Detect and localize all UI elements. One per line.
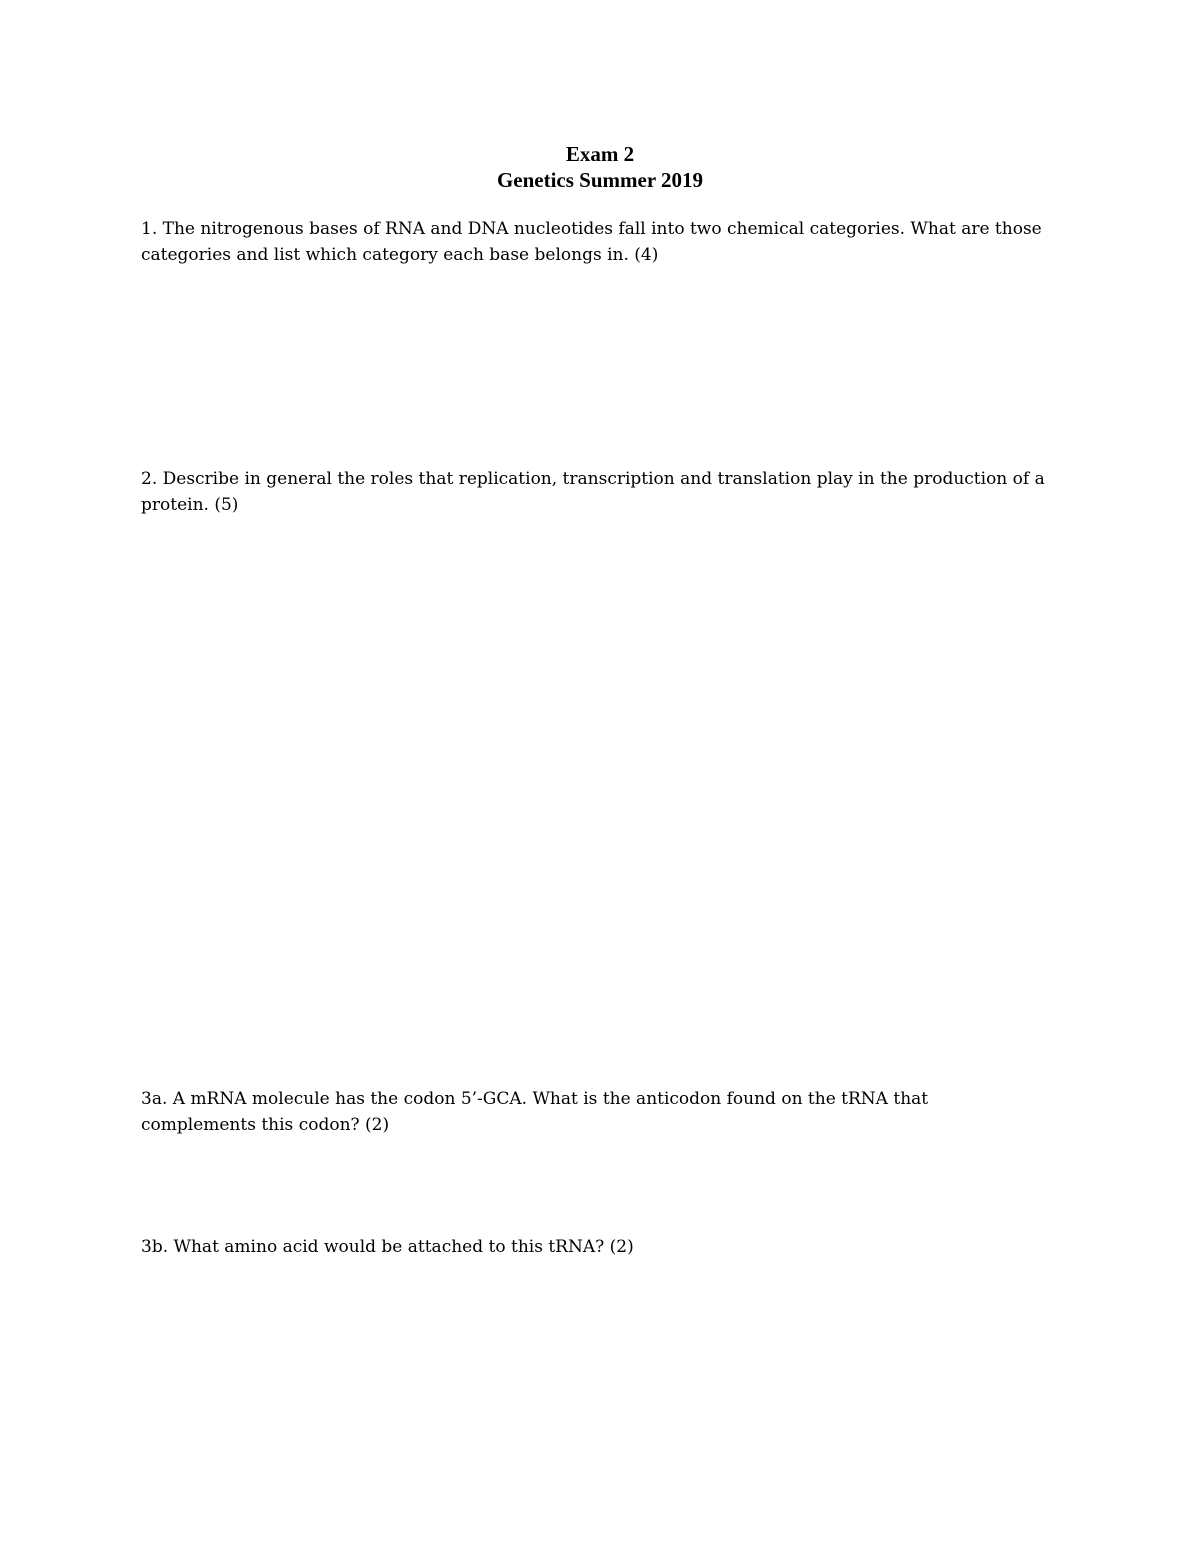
question-1-line-2: categories and list which category each base belongs in. (4) — [141, 245, 659, 265]
question-3b-line-1: 3b. What amino acid would be attached to this tRNA? (2) — [141, 1237, 634, 1257]
question-3b — [141, 1234, 1071, 1260]
question-3a-line-1: 3a. A mRNA molecule has the codon 5’-GCA. What is the anticodon found on the tRNA that — [141, 1089, 929, 1109]
question-1-line-1: 1. The nitrogenous bases of RNA and DNA nucleotides fall into two chemical categories. What are those — [141, 219, 1042, 239]
exam-header — [0, 141, 1200, 193]
exam-subtitle: Genetics Summer 2019 — [496, 168, 704, 192]
question-2-line-2: protein. (5) — [141, 495, 239, 515]
question-2-line-1: 2. Describe in general the roles that replication, transcription and translation play in the production of a — [141, 469, 1045, 489]
question-1 — [141, 216, 1071, 268]
exam-title: Exam 2 — [565, 142, 635, 166]
question-2 — [141, 466, 1071, 518]
question-3a — [141, 1086, 1071, 1138]
question-3a-line-2: complements this codon? (2) — [141, 1115, 390, 1135]
